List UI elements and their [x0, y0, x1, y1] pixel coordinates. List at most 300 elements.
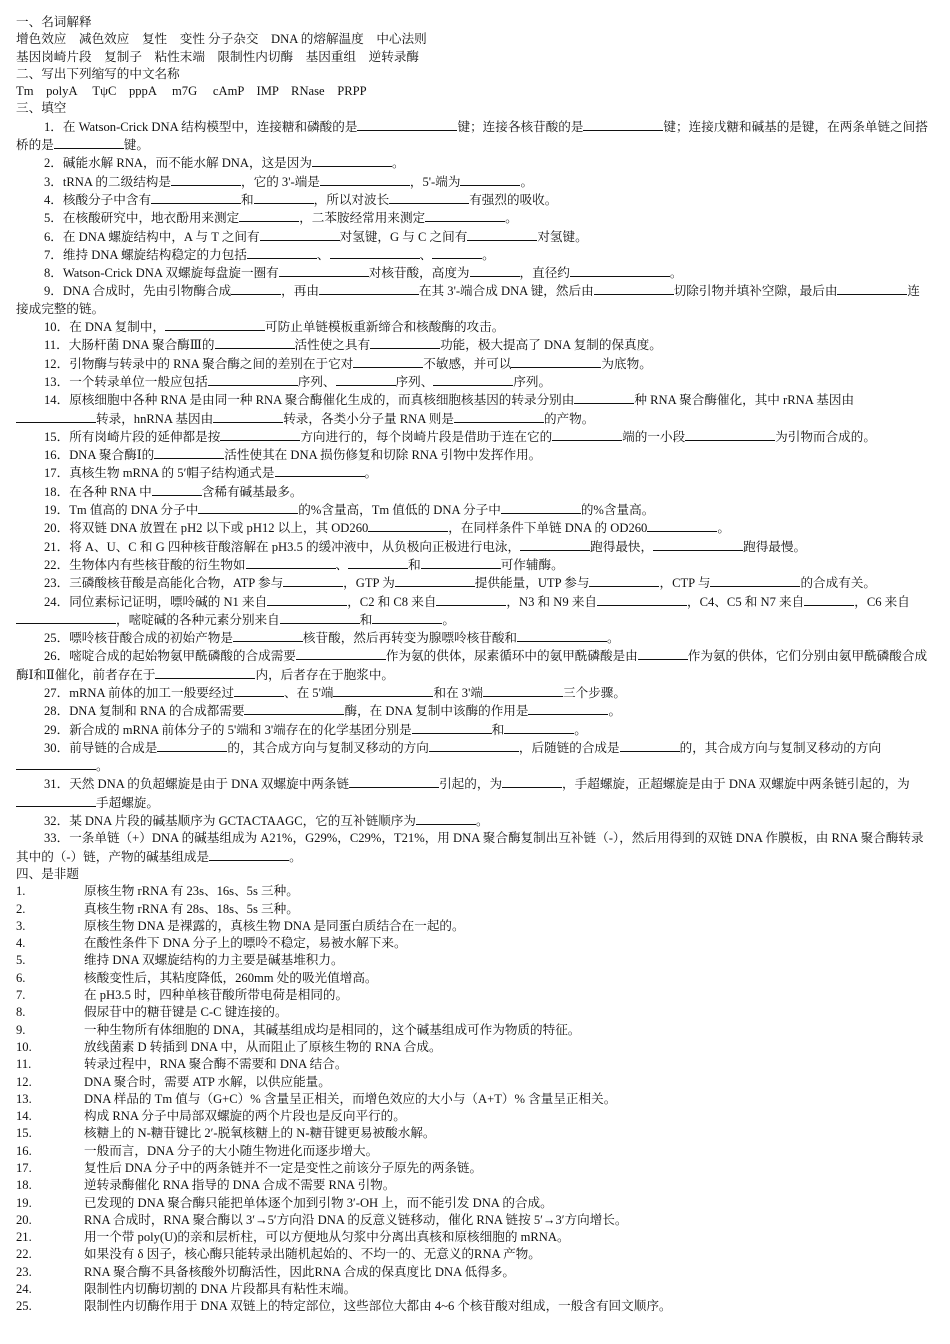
fill-question [16, 721, 930, 739]
tf-item-number: 15. [16, 1126, 32, 1141]
question-text: 手超螺旋。 [96, 795, 159, 810]
answer-blank[interactable] [357, 118, 457, 131]
answer-blank[interactable] [220, 428, 300, 441]
tf-item [16, 1004, 930, 1021]
tf-item-number: 25. [16, 1299, 32, 1314]
tf-item [16, 1229, 930, 1246]
terms-line-1: 增色效应 减色效应 复性 变性 分子杂交 DNA 的熔解温度 中心法则 [16, 32, 427, 47]
answer-blank[interactable] [370, 336, 440, 349]
question-text: 14．原核细胞中各种 RNA 是由同一种 RNA 聚合酶催化生成的，而真核细胞核基因的转录分别由 [44, 393, 575, 408]
answer-blank[interactable] [151, 191, 241, 204]
fill-question [16, 191, 930, 209]
question-text: ，再由 [281, 284, 319, 299]
question-text: 活性使之具有 [294, 338, 371, 353]
question-text: 对核苷酸，高度为 [368, 266, 470, 281]
answer-blank[interactable] [353, 355, 423, 368]
question-text: 12．引物酶与转录中的 RNA 聚合酶之间的差别在于它对 [44, 356, 354, 371]
tf-item-text: 逆转录酶催化 RNA 指导的 DNA 合成不需要 RNA 引物。 [84, 1178, 396, 1193]
tf-item-text: 放线菌素 D 转插到 DNA 中，从而阻止了原核生物的 RNA 合成。 [84, 1039, 442, 1054]
tf-item [16, 1298, 930, 1315]
tf-item-text: 限制性内切酶切割的 DNA 片段都具有粘性末端。 [84, 1282, 357, 1297]
question-text: 27．mRNA 前体的加工一般要经过 [44, 685, 234, 700]
question-text: 的%含量高。 [580, 503, 655, 518]
question-text: 。 [520, 174, 534, 189]
answer-blank[interactable] [198, 501, 298, 514]
answer-blank[interactable] [552, 428, 622, 441]
question-text: 三个步骤。 [562, 685, 626, 700]
fill-question [16, 702, 930, 720]
fill-question [16, 391, 930, 428]
question-text: 13．一个转录单位一般应包括 [44, 374, 208, 389]
answer-blank[interactable] [368, 519, 448, 532]
tf-item-text: 限制性内切酶作用于 DNA 双链上的特定部位，这些部位大都由 4~6 个核苷酸对组成，一般含有回文顺序。 [84, 1299, 672, 1314]
question-text: 20．将双链 DNA 放置在 pH2 以下或 pH12 以上，其 OD260 [44, 521, 369, 536]
answer-blank[interactable] [395, 574, 475, 587]
question-text: 。 [442, 612, 455, 627]
tf-item-number: 7. [16, 988, 26, 1003]
answer-blank[interactable] [336, 373, 396, 386]
answer-blank[interactable] [470, 264, 520, 277]
fill-question [16, 629, 930, 647]
question-text: 5．在核酸研究中，地衣酚用来测定 [44, 211, 240, 226]
tf-item-text: 核酸变性后，其粘度降低，260mm 处的吸光值增高。 [84, 970, 378, 985]
fill-question [16, 519, 930, 537]
fill-question [16, 538, 930, 556]
tf-item-number: 11. [16, 1057, 32, 1072]
fill-question [16, 173, 930, 191]
answer-blank[interactable] [589, 574, 659, 587]
question-text: ，在同样条件下单链 DNA 的 OD260 [448, 521, 648, 536]
question-text: 25．嘌呤核苷酸合成的初始产物是 [44, 631, 233, 646]
question-text: 的合成有关。 [800, 576, 877, 591]
question-text: 序列、 [395, 374, 434, 389]
tf-item-text: 已发现的 DNA 聚合酶只能把单体逐个加到引物 3′-OH 上，而不能引发 DNA 的合成。 [84, 1195, 553, 1210]
answer-blank[interactable] [165, 318, 265, 331]
question-text: 酶，在 DNA 复制中该酶的作用是 [344, 704, 529, 719]
tf-item [16, 1022, 930, 1039]
question-text: 序列、 [297, 374, 336, 389]
question-text: 31．天然 DNA 的负超螺旋是由于 DNA 双螺旋中两条链 [44, 777, 350, 792]
answer-blank[interactable] [279, 264, 369, 277]
tf-item-number: 12. [16, 1074, 32, 1089]
question-text: 可作辅酶。 [500, 557, 564, 572]
question-text: 。 [669, 266, 683, 281]
answer-blank[interactable] [511, 355, 601, 368]
tf-item [16, 1281, 930, 1298]
question-text: 18．在各种 RNA 中 [44, 484, 152, 499]
question-text: 跑得最慢。 [743, 539, 807, 554]
question-text: 24．同位素标记证明，嘌呤碱的 N1 来自 [44, 594, 268, 609]
terms-line-2: 基因岗崎片段 复制子 粘性末端 限制性内切酶 基因重组 逆转录酶 [16, 49, 419, 64]
section-2-title: 二、写出下列缩写的中文名称 [16, 66, 180, 81]
question-text: 和 [408, 557, 421, 572]
answer-blank[interactable] [460, 173, 520, 186]
question-text: 。 [482, 247, 495, 262]
fill-question [16, 209, 930, 227]
fill-question [16, 556, 930, 574]
fill-question [16, 647, 930, 684]
tf-item [16, 1177, 930, 1194]
question-text: 33．一条单链（+）DNA 的碱基组成为 A21%，G29%，C29%，T21%，用 DNA 聚合酶复制出互补链（-），然后用得到的双链 DNA 作膜板，由 RNA 聚合酶转录其中的（-）链，产物的碱基组成是 [16, 831, 924, 864]
question-text: 3．tRNA 的二级结构是 [44, 174, 171, 189]
tf-item-number: 1. [16, 884, 26, 899]
tf-item-number: 20. [16, 1212, 32, 1227]
answer-blank[interactable] [260, 228, 340, 241]
question-text: 30．前导链的合成是 [44, 740, 158, 755]
question-text: 。 [607, 631, 620, 646]
tf-item-number: 22. [16, 1247, 32, 1262]
question-text: 的，其合成方向与复制叉移动的方向 [679, 740, 882, 755]
tf-item [16, 970, 930, 987]
answer-blank[interactable] [517, 629, 607, 642]
answer-blank[interactable] [620, 739, 680, 752]
fill-question [16, 428, 930, 446]
answer-blank[interactable] [283, 574, 343, 587]
answer-blank[interactable] [348, 556, 408, 569]
question-text: 不敏感，并可以 [423, 356, 512, 371]
tf-item-text: RNA 聚合酶不具备核酸外切酶活性，因此RNA 合成的保真度比 DNA 低得多。 [84, 1264, 516, 1279]
question-text: 、 [316, 247, 330, 262]
question-text: 。 [574, 722, 587, 737]
question-text: 内，后者存在于胞浆中。 [255, 667, 395, 682]
answer-blank[interactable] [638, 647, 688, 660]
tf-item [16, 1074, 930, 1091]
question-text: 和 [241, 192, 254, 207]
tf-item-text: DNA 样品的 Tm 值与（G+C）% 含量呈正相关，而增色效应的大小与（A+T）% 含量呈正相关。 [84, 1091, 617, 1106]
question-text: 1．在 Watson-Crick DNA 结构模型中，连接糖和磷酸的是 [44, 119, 358, 134]
fill-question [16, 684, 930, 702]
question-text: 和 [491, 722, 505, 737]
answer-blank[interactable] [528, 702, 608, 715]
answer-blank[interactable] [483, 684, 563, 697]
tf-item [16, 1056, 930, 1073]
fill-question [16, 318, 930, 336]
answer-blank[interactable] [296, 647, 386, 660]
tf-item [16, 918, 930, 935]
question-text: 端的一小段 [622, 429, 686, 444]
answer-blank[interactable] [804, 593, 854, 606]
tf-item-text: 核糖上的 N-糖苷键比 2′-脱氧核糖上的 N-糖苷键更易被酸水解。 [84, 1126, 436, 1141]
question-text: 2．碱能水解 RNA，而不能水解 DNA，这是因为 [44, 156, 312, 171]
question-text: 功能，极大提高了 DNA 复制的保真度。 [440, 338, 662, 353]
answer-blank[interactable] [416, 812, 476, 825]
tf-item-number: 14. [16, 1109, 32, 1124]
tf-item-text: DNA 聚合时，需要 ATP 水解，以供应能量。 [84, 1074, 331, 1089]
tf-item [16, 1108, 930, 1125]
fill-question [16, 593, 930, 630]
question-text: 和在 3'端 [433, 685, 483, 700]
question-text: ，N3 和 N9 来自 [506, 594, 598, 609]
fill-question [16, 501, 930, 519]
answer-blank[interactable] [412, 721, 492, 734]
tf-item-number: 6. [16, 970, 26, 985]
question-text: 跑得最快， [590, 539, 654, 554]
answer-blank[interactable] [208, 373, 298, 386]
question-text: ，GTP 为 [343, 576, 395, 591]
answer-blank[interactable] [171, 173, 241, 186]
answer-blank[interactable] [504, 721, 574, 734]
question-text: 21．将 A、U、C 和 G 四种核苷酸溶解在 pH3.5 的缓冲液中，从负极向正极进行电泳， [44, 539, 521, 554]
answer-blank[interactable] [349, 775, 439, 788]
tf-item-text: 维持 DNA 双螺旋结构的力主要是碱基堆积力。 [84, 953, 344, 968]
question-text: 序列。 [513, 374, 552, 389]
fill-question [16, 282, 930, 318]
tf-item [16, 952, 930, 969]
tf-item-number: 16. [16, 1143, 32, 1158]
tf-item [16, 987, 930, 1004]
section-1-title: 一、名词解释 [16, 15, 92, 29]
tf-item-text: 构成 RNA 分子中局部双螺旋的两个片段也是反向平行的。 [84, 1109, 406, 1124]
question-text: ，手超螺旋，正超螺旋是由于 DNA 双螺旋中两条链引起的，为 [562, 777, 910, 792]
question-text: 作为氨的供体，尿素循环中的氨甲酰磷酸是由 [385, 649, 638, 664]
question-text: 键；连接戊糖和碱基的是键，在两条单链之间搭桥的是 [16, 119, 928, 153]
question-text: 对氢键。 [537, 229, 588, 244]
fill-question [16, 118, 930, 155]
answer-blank[interactable] [244, 702, 344, 715]
question-text: ，C4、C5 和 N7 来自 [687, 594, 805, 609]
tf-item-text: 如果没有 δ 因子，核心酶只能转录出随机起始的、不均一的、无意义的RNA 产物。 [84, 1247, 541, 1262]
fill-question [16, 154, 930, 172]
answer-blank[interactable] [16, 410, 96, 423]
fill-question [16, 355, 930, 373]
answer-blank[interactable] [425, 209, 505, 222]
tf-item-number: 23. [16, 1264, 32, 1279]
tf-item-number: 10. [16, 1039, 32, 1054]
tf-item-text: 原核生物 rRNA 有 23s、16s、5s 三种。 [84, 884, 299, 899]
tf-item-number: 2. [16, 901, 26, 916]
question-text: 4．核酸分子中含有 [44, 192, 152, 207]
question-text: ，后随链的合成是 [518, 740, 620, 755]
question-text: 。 [608, 704, 622, 719]
answer-blank[interactable] [653, 538, 743, 551]
question-text: 核苷酸，然后再转变为腺嘌呤核苷酸和 [302, 631, 517, 646]
section-4-title: 四、是非题 [16, 866, 79, 881]
answer-blank[interactable] [574, 391, 634, 404]
answer-blank[interactable] [389, 191, 469, 204]
answer-blank[interactable] [501, 501, 581, 514]
answer-blank[interactable] [312, 154, 392, 167]
question-text: 种 RNA 聚合酶催化，其中 rRNA 基因由 [634, 393, 855, 408]
answer-blank[interactable] [647, 519, 717, 532]
fill-question [16, 483, 930, 501]
question-text: ，嘧啶碱的各种元素分别来自 [116, 612, 280, 627]
answer-blank[interactable] [433, 373, 513, 386]
fill-question [16, 739, 930, 776]
fill-question [16, 775, 930, 812]
question-text: 23．三磷酸核苷酸是高能化合物，ATP 参与 [44, 576, 284, 591]
question-text: ，二苯胺经常用来测定 [299, 211, 426, 226]
tf-item [16, 1195, 930, 1212]
tf-item-text: 一般而言，DNA 分子的大小随生物进化而逐步增大。 [84, 1143, 379, 1158]
question-text: 提供能量，UTP 参与 [474, 576, 590, 591]
tf-item-number: 18. [16, 1178, 32, 1193]
question-text: 的%含量高，Tm 值低的 DNA 分子中 [298, 503, 501, 518]
answer-blank[interactable] [16, 611, 116, 624]
answer-blank[interactable] [597, 593, 687, 606]
answer-blank[interactable] [54, 136, 124, 149]
question-text: 含稀有碱基最多。 [201, 484, 303, 499]
answer-blank[interactable] [215, 336, 295, 349]
answer-blank[interactable] [685, 428, 775, 441]
fill-question [16, 373, 930, 391]
answer-blank[interactable] [330, 246, 420, 259]
answer-blank[interactable] [467, 228, 537, 241]
tf-item-number: 4. [16, 936, 26, 951]
answer-blank[interactable] [254, 191, 314, 204]
question-text: 活性使其在 DNA 损伤修复和切除 RNA 引物中发挥作用。 [224, 448, 542, 463]
tf-item-number: 8. [16, 1005, 26, 1020]
question-text: 在其 3'-端合成 DNA 键，然后由 [418, 284, 594, 299]
tf-item [16, 1143, 930, 1160]
question-text: ，CTP 与 [659, 576, 711, 591]
tf-item-text: 真核生物 rRNA 有 28s、18s、5s 三种。 [84, 901, 299, 916]
tf-item-text: 原核生物 DNA 是裸露的，真核生物 DNA 是同蛋白质结合在一起的。 [84, 918, 465, 933]
question-text: 。 [364, 466, 378, 481]
question-text: 有强烈的吸收。 [469, 192, 558, 207]
answer-blank[interactable] [429, 739, 519, 752]
question-text: ，直径约 [519, 266, 570, 281]
question-text: 16．DNA 聚合酶Ⅰ的 [44, 448, 155, 463]
question-text: ，5'-端为 [409, 174, 461, 189]
tf-item [16, 901, 930, 918]
question-text: 15．所有岗崎片段的延伸都是按 [44, 429, 221, 444]
answer-blank[interactable] [333, 684, 433, 697]
question-text: 作为氨的供体，它们分别由氨甲酰磷酸合成酶Ⅰ和Ⅱ催化，前者存在于 [16, 649, 928, 682]
answer-blank[interactable] [275, 464, 365, 477]
answer-blank[interactable] [837, 282, 907, 295]
fill-question [16, 830, 930, 866]
question-text: 、 [335, 557, 349, 572]
question-text: 键；连接各核苷酸的是 [457, 119, 584, 134]
tf-item [16, 1039, 930, 1056]
question-text: 28．DNA 复制和 RNA 的合成都需要 [44, 704, 245, 719]
question-text: 切除引物并填补空隙，最后由 [673, 284, 838, 299]
answer-blank[interactable] [157, 739, 227, 752]
question-text: 、 [419, 247, 433, 262]
answer-blank[interactable] [213, 410, 283, 423]
answer-blank[interactable] [267, 593, 347, 606]
tf-item [16, 883, 930, 900]
tf-item-number: 13. [16, 1091, 32, 1106]
tf-item [16, 1212, 930, 1229]
tf-item [16, 1091, 930, 1108]
question-text: 10．在 DNA 复制中， [44, 320, 166, 335]
question-text: 的，其合成方向与复制叉移动的方向 [227, 740, 429, 755]
question-text: 32．某 DNA 片段的碱基顺序为 GCTACTAAGC，它的互补链顺序为 [44, 814, 416, 829]
fill-question [16, 264, 930, 282]
question-text: 11．大肠杆菌 DNA 聚合酶Ⅲ的 [44, 338, 215, 353]
question-text: 9．DNA 合成时，先由引物酶合成 [44, 284, 232, 299]
answer-blank[interactable] [154, 446, 224, 459]
question-text: 引起的，为 [439, 777, 503, 792]
answer-blank[interactable] [372, 611, 442, 624]
tf-item-number: 5. [16, 953, 26, 968]
question-text: 8．Watson-Crick DNA 双螺旋每盘旋一圈有 [44, 266, 279, 281]
fill-question [16, 812, 930, 830]
answer-blank[interactable] [152, 483, 202, 496]
question-text: 22．生物体内有些核苷酸的衍生物如 [44, 557, 246, 572]
answer-blank[interactable] [209, 848, 289, 861]
answer-blank[interactable] [319, 282, 419, 295]
answer-blank[interactable] [436, 593, 506, 606]
question-text: 为底物。 [601, 356, 652, 371]
tf-item-number: 21. [16, 1230, 32, 1245]
answer-blank[interactable] [280, 611, 360, 624]
answer-blank[interactable] [155, 666, 255, 679]
tf-item-text: 在 pH3.5 时，四种单核苷酸所带电荷是相同的。 [84, 988, 349, 1003]
question-text: 的产物。 [543, 411, 595, 426]
answer-blank[interactable] [710, 574, 800, 587]
tf-item [16, 935, 930, 952]
answer-blank[interactable] [16, 794, 96, 807]
question-text: 。 [505, 211, 518, 226]
section-3-title: 三、填空 [16, 101, 67, 116]
answer-blank[interactable] [239, 209, 299, 222]
abbrev-line: Tm polyA TψC pppA m7G cAmP IMP RNase PRPP [16, 84, 367, 99]
answer-blank[interactable] [246, 556, 336, 569]
question-text: 对氢键，G 与 C 之间有 [339, 229, 468, 244]
tf-item-number: 3. [16, 918, 26, 933]
fill-in-questions [16, 118, 930, 866]
tf-item-text: 一种生物所有体细胞的 DNA，其碱基组成均是相同的，这个碱基组成可作为物质的特征。 [84, 1022, 581, 1037]
question-text: 可防止单链模板重新缔合和核酸酶的攻击。 [265, 320, 505, 335]
question-text: 19．Tm 值高的 DNA 分子中 [44, 503, 199, 518]
answer-blank[interactable] [233, 629, 303, 642]
question-text: 17．真核生物 mRNA 的 5′帽子结构通式是 [44, 466, 275, 481]
answer-blank[interactable] [234, 684, 284, 697]
tf-item-text: 在酸性条件下 DNA 分子上的嘌呤不稳定，易被水解下来。 [84, 936, 407, 951]
question-text: 。 [717, 521, 730, 536]
question-text: 连接成完整的链。 [16, 284, 920, 316]
tf-item-text: RNA 合成时，RNA 聚合酶以 3′→5′方向沿 DNA 的反意义链移动，催化 RNA 链按 5′→3′方向增长。 [84, 1212, 628, 1227]
answer-blank[interactable] [502, 775, 562, 788]
tf-item-number: 24. [16, 1282, 32, 1297]
question-text: 转录，hnRNA 基因由 [96, 411, 214, 426]
fill-question [16, 336, 930, 354]
tf-item-text: 用一个带 poly(U)的亲和层析柱，可以方便地从匀浆中分离出真核和原核细胞的 mRNA。 [84, 1230, 570, 1245]
tf-item-text: 假尿苷中的糖苷键是 C-C 键连接的。 [84, 1005, 288, 1020]
answer-blank[interactable] [520, 538, 590, 551]
answer-blank[interactable] [320, 173, 410, 186]
tf-item [16, 1125, 930, 1142]
answer-blank[interactable] [594, 282, 674, 295]
question-text: 方向进行的，每个岗崎片段是借助于连在它的 [300, 429, 553, 444]
question-text: 6．在 DNA 螺旋结构中，A 与 T 之间有 [44, 229, 260, 244]
question-text: ，C2 和 C8 来自 [347, 594, 437, 609]
tf-item-number: 17. [16, 1161, 32, 1175]
tf-item [16, 1246, 930, 1263]
question-text: 键。 [123, 138, 149, 153]
question-text: ，它的 3'-端是 [241, 174, 320, 189]
question-text: ，C6 来自 [854, 594, 910, 609]
answer-blank[interactable] [421, 556, 501, 569]
fill-question [16, 464, 930, 482]
question-text: 、在 5'端 [283, 685, 334, 700]
answer-blank[interactable] [583, 118, 663, 131]
answer-blank[interactable] [231, 282, 281, 295]
question-text: 转录，各类小分子量 RNA 则是 [283, 411, 454, 426]
question-text: 和 [359, 612, 373, 627]
question-text: 。 [289, 849, 302, 864]
answer-blank[interactable] [570, 264, 670, 277]
answer-blank[interactable] [432, 246, 482, 259]
answer-blank[interactable] [247, 246, 317, 259]
question-text: 。 [96, 759, 109, 774]
fill-question [16, 446, 930, 464]
answer-blank[interactable] [454, 410, 544, 423]
question-text: 。 [475, 814, 489, 829]
answer-blank[interactable] [16, 757, 96, 770]
